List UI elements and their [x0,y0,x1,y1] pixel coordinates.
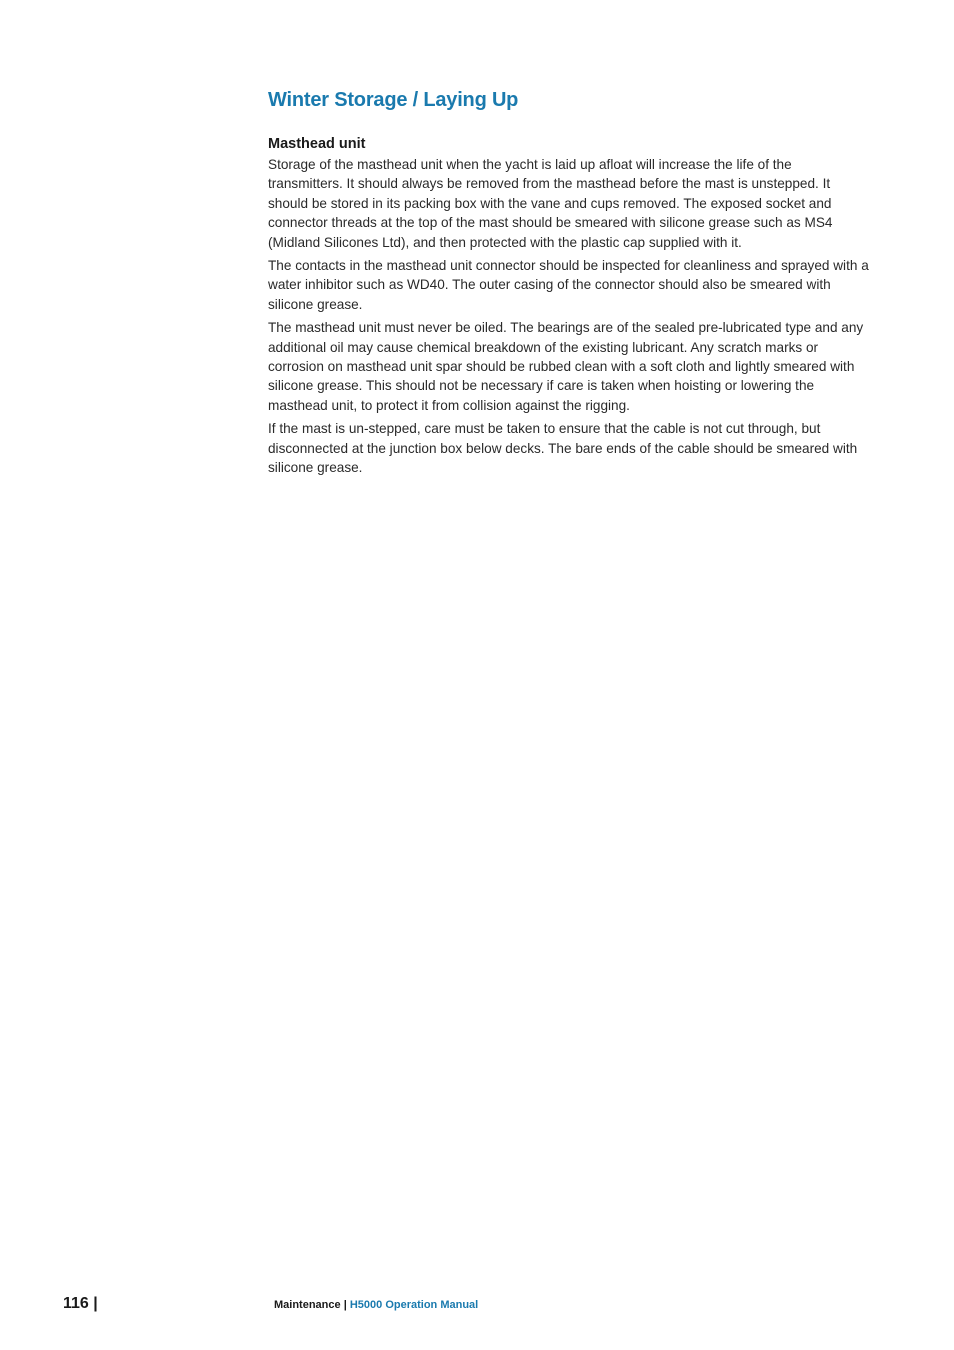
footer-separator: | [340,1299,350,1311]
paragraph-unstepped: If the mast is un-stepped, care must be taken to ensure that the cable is not cut through, but disconnected at the junction box below decks. The bare ends of the cable should be smeared with silicone grease. [268,421,858,476]
section-title: Winter Storage / Laying Up [268,89,519,111]
paragraph-storage: Storage of the masthead unit when the yacht is laid up afloat will increase the life of the transmitters. It should always be removed from the masthead before the mast is unstepped. It should be stored in its packing box with the vane and cups removed. The exposed socket and connector threads at the top of the mast should be smeared with silicone grease such as MS4 (Midland Silicones Ltd), and then protected with the plastic cap supplied with it. [268,157,833,250]
footer-section-name: Maintenance [274,1299,341,1311]
footer-manual-title: H5000 Operation Manual [349,1299,479,1311]
paragraph-contacts: The contacts in the masthead unit connector should be inspected for cleanliness and sprayed with a water inhibitor such as WD40. The outer casing of the connector should also be smeared with silicone grease. [268,258,869,312]
running-footer [274,1297,478,1313]
paragraph-oiling: The masthead unit must never be oiled. The bearings are of the sealed pre-lubricated type and any additional oil may cause chemical breakdown of the existing lubricant. Any scratch marks or corrosion on masthead unit spar should be rubbed clean with a soft cloth and lightly smeared with silicone grease. This should not be necessary if care is taken when hoisting or lowering the masthead unit, to protect it from collision against the rigging. [268,320,864,413]
page-content [268,86,870,478]
page-number: 116 | [63,1295,98,1312]
subsection-title: Masthead unit [268,136,366,152]
